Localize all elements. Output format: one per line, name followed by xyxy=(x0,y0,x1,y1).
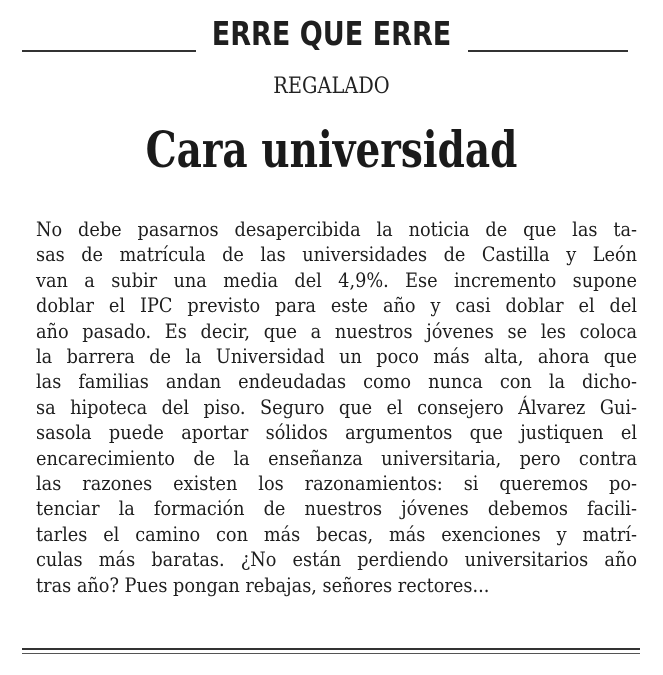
body-line: tenciar la formación de nuestros jóvenes debemos facili- xyxy=(36,496,637,521)
body-line: la barrera de la Universidad un poco más alta, ahora que xyxy=(36,344,637,369)
body-line: sas de matrícula de las universidades de Castilla y León xyxy=(36,242,637,267)
article-headline: Cara universidad xyxy=(145,120,518,179)
article-kicker: REGALADO xyxy=(273,74,390,99)
body-line: las razones existen los razonamientos: si queremos po- xyxy=(36,471,637,496)
section-title: ERRE QUE ERRE xyxy=(211,14,452,53)
body-line: las familias andan endeudadas como nunca con la dicho- xyxy=(36,369,637,394)
body-line: doblar el IPC previsto para este año y casi doblar el del xyxy=(36,293,637,318)
body-line: van a subir una media del 4,9%. Ese incremento supone xyxy=(36,267,637,292)
footer-rule-thin xyxy=(22,653,640,654)
section-header xyxy=(0,0,663,64)
body-line: encarecimiento de la enseñanza universitaria, pero contra xyxy=(36,445,637,470)
header-rule-right xyxy=(468,50,628,52)
body-line: culas más baratas. ¿No están perdiendo universitarios año xyxy=(36,547,637,572)
body-line: sasola puede aportar sólidos argumentos que justiquen el xyxy=(36,420,637,445)
body-line: sa hipoteca del piso. Seguro que el consejero Álvarez Gui- xyxy=(36,394,637,419)
body-line: año pasado. Es decir, que a nuestros jóvenes se les coloca xyxy=(36,318,637,343)
body-line: tarles el camino con más becas, más exenciones y matrí- xyxy=(36,521,637,546)
footer-rule xyxy=(22,648,640,650)
body-line: No debe pasarnos desapercibida la noticia de que las ta- xyxy=(36,217,637,241)
body-line: tras año? Pues pongan rebajas, señores rectores... xyxy=(36,572,490,597)
article-body xyxy=(36,217,637,598)
